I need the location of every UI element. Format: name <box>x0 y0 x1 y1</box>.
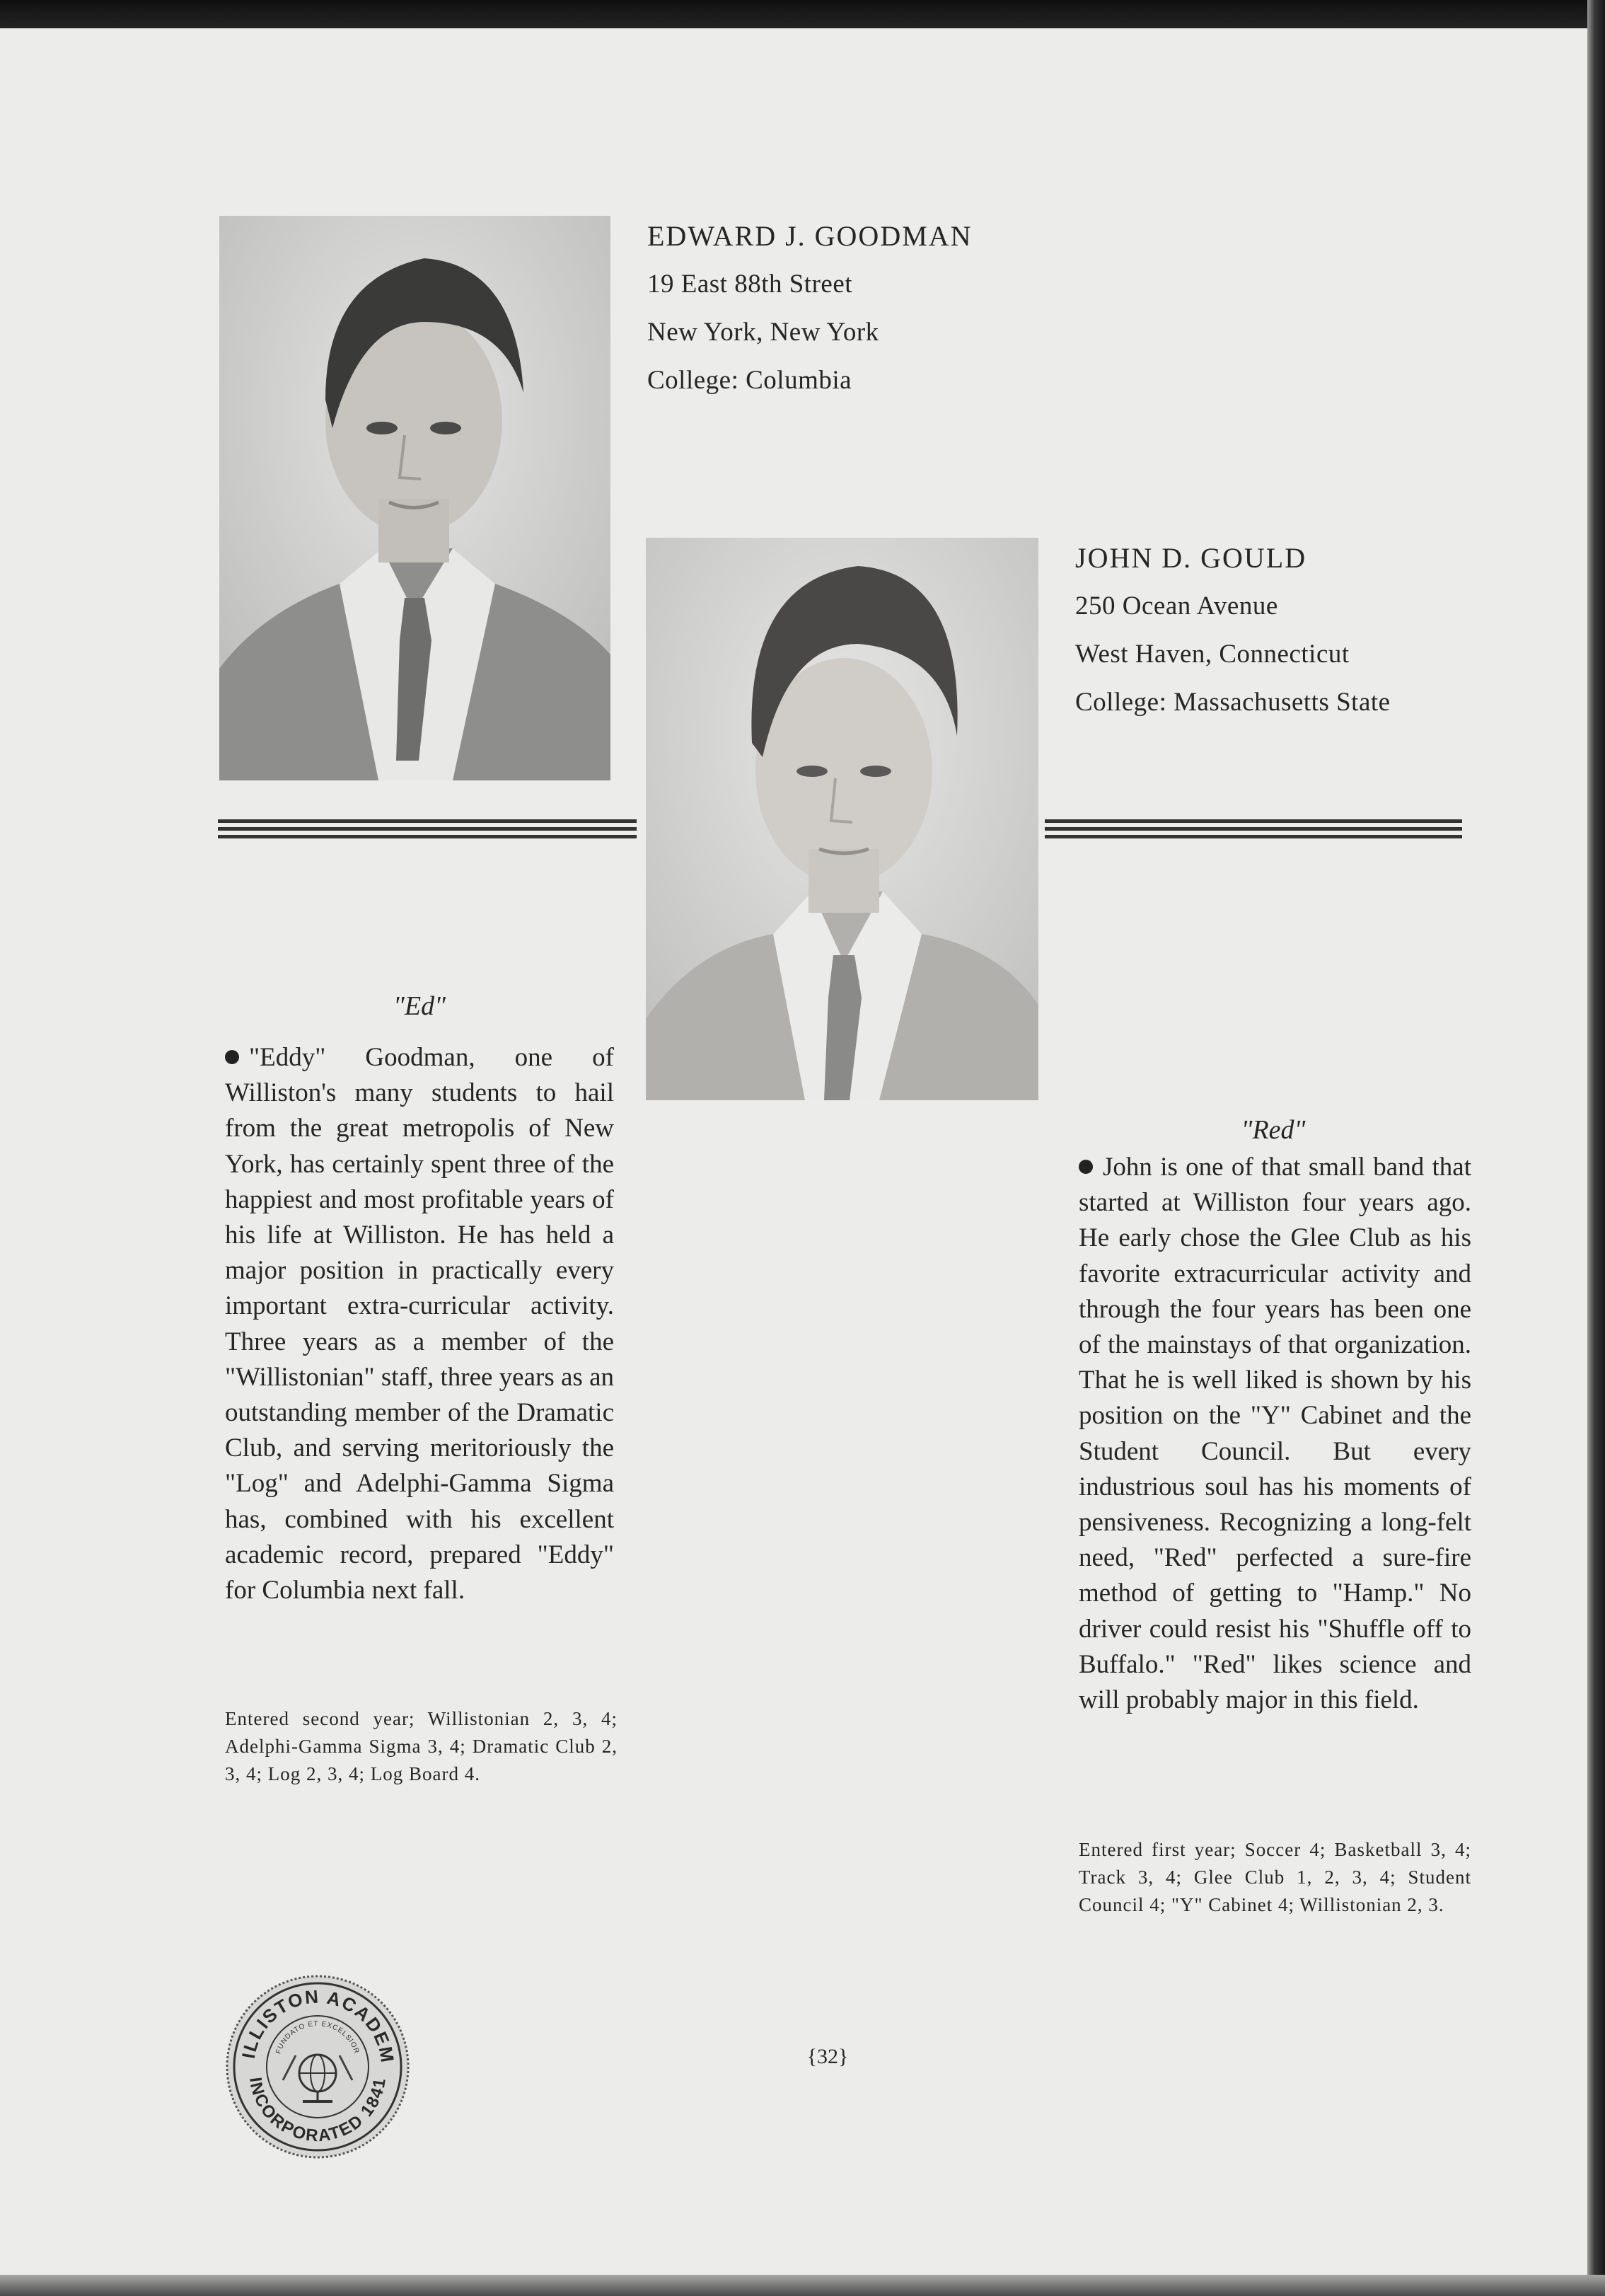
portrait-goodman <box>219 216 610 780</box>
student-name: JOHN D. GOULD <box>1075 542 1307 574</box>
seal-top-text: ILLISTON ACADEM <box>237 1985 399 2065</box>
bullet-icon <box>225 1050 239 1064</box>
scan-bottom-edge <box>0 2275 1605 2296</box>
info-goodman <box>647 212 973 405</box>
record-gould: Entered first year; Soccer 4; Basketball 3, 4; Track 3, 4; Glee Club 1, 2, 3, 4; Student Council 4; "Y" Cabinet 4; Willistonian 2, 3. <box>1079 1839 1471 1915</box>
nickname-gould: "Red" <box>1241 1115 1306 1145</box>
bio-gould <box>1079 1150 1471 1718</box>
nickname-goodman: "Ed" <box>393 991 446 1021</box>
address-line-1: 250 Ocean Avenue <box>1075 592 1278 621</box>
scan-right-edge <box>1587 0 1605 2296</box>
seal-motto: FUNDATO ET EXCELSIOR <box>274 2019 361 2055</box>
portrait-gould <box>646 538 1038 1100</box>
divider-rule-right <box>1045 819 1462 839</box>
williston-academy-seal <box>225 1974 410 2159</box>
address-line-2: West Haven, Connecticut <box>1075 640 1350 669</box>
address-line-1: 19 East 88th Street <box>647 270 853 299</box>
info-gould <box>1075 534 1391 727</box>
address-line-2: New York, New York <box>647 318 879 347</box>
college-line: College: Columbia <box>647 366 852 395</box>
bio-text: John is one of that small band that started at Williston four years ago. He early chose the Glee Club as his favorite extracurricular activity and through the four years has been one of the mainstays of that organization. That he is well liked is shown by his position on the "Y" Cabinet and the Student Council. But every industrious soul has his moments of pensiveness. Recognizing a long-felt need, "Red" perfected a sure-fire method of getting to "Hamp." No driver could resist his "Shuffle off to Buffalo." "Red" likes science and will probably major in this field. <box>1079 1153 1471 1715</box>
bullet-icon <box>1079 1160 1093 1174</box>
record-goodman: Entered second year; Willistonian 2, 3, 4; Adelphi-Gamma Sigma 3, 4; Dramatic Club 2, 3, 4; Log 2, 3, 4; Log Board 4. <box>225 1708 618 1784</box>
divider-rule-left <box>218 819 637 839</box>
scan-top-edge <box>0 0 1605 28</box>
student-name: EDWARD J. GOODMAN <box>647 220 973 252</box>
seal-bottom-text: INCORPORATED 1841 <box>245 2075 390 2146</box>
page-number: {32} <box>806 2045 849 2068</box>
bio-text: "Eddy" Goodman, one of Williston's many students to hail from the great metropolis of New York, has certainly spent three of the happiest and most profitable years of his life at Williston. He has held a major position in practically every important extra-curricular activity. Three years as a member of the "Willistonian" staff, three years as an outstanding member of the Dramatic Club, and serving meritoriously the "Log" and Adelphi-Gamma Sigma has, combined with his excellent academic record, prepared "Eddy" for Columbia next fall. <box>225 1043 614 1605</box>
college-line: College: Massachusetts State <box>1075 688 1391 717</box>
bio-goodman <box>225 1040 614 1608</box>
